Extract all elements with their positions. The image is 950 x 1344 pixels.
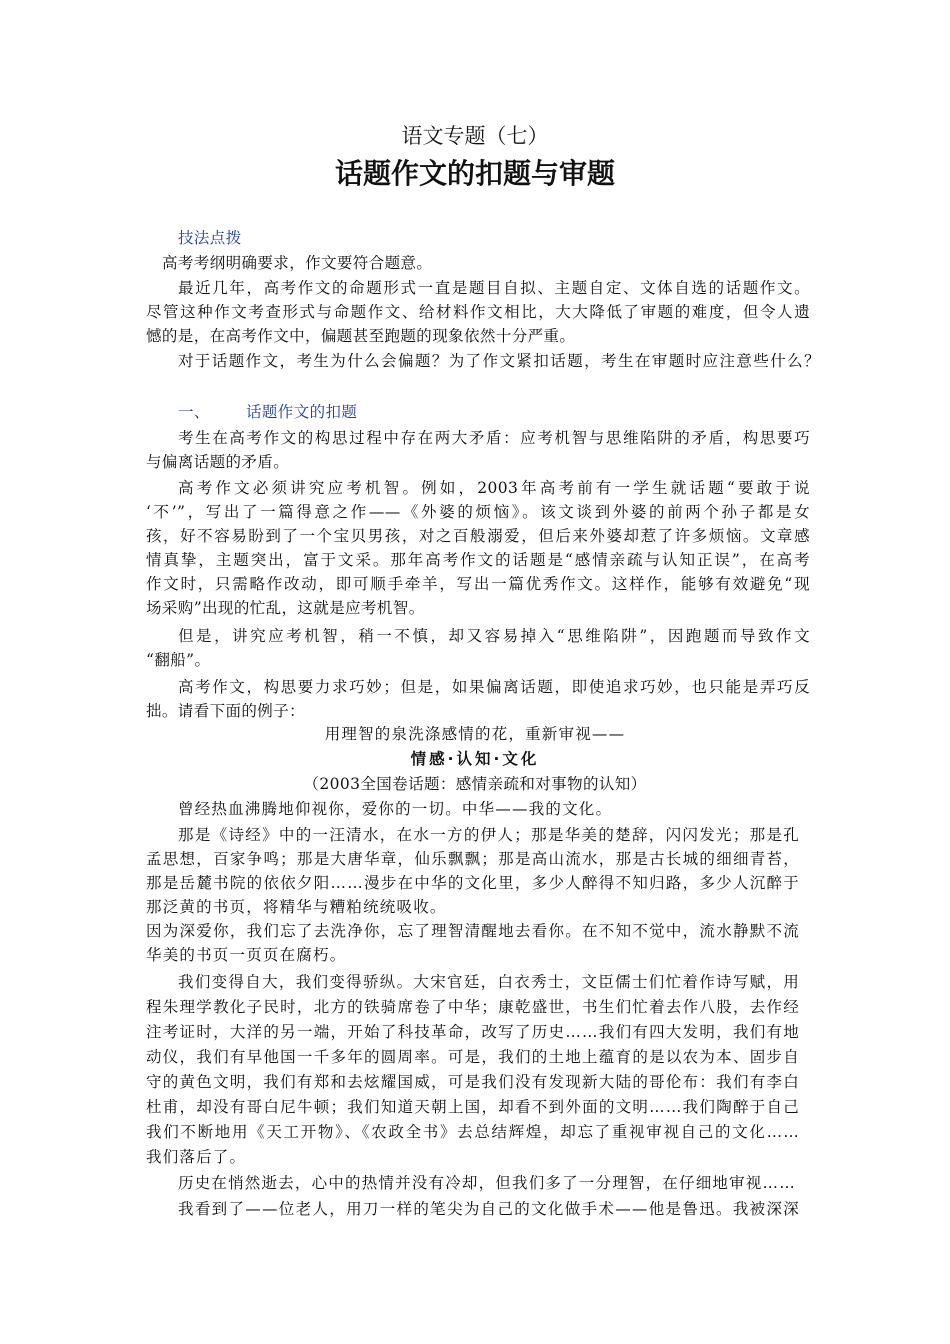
text-line: 注考证时，大洋的另一端，开始了科技革命，改写了历史……我们有四大发明，我们有地: [146, 1023, 800, 1041]
text-line: 历史在悄然逝去，心中的热情并没有冷却，但我们多了一分理智，在仔细地审视……: [178, 1174, 796, 1192]
essay-lead: 用理智的泉洗涤感情的花，重新审视——: [324, 725, 626, 743]
text-line: 那是岳麓书院的依依夕阳……漫步在中华的文化里，多少人醉得不知归路，多少人沉醉于: [146, 874, 800, 892]
text-line: 对于话题作文，考生为什么会偏题？为了作文紧扣话题，考生在审题时应注意些什么？: [178, 352, 820, 370]
text-line: 最近几年，高考作文的命题形式一直是题目自拟、主题自定、文体自选的话题作文。: [178, 279, 810, 297]
text-line: 因为深爱你，我们忘了去洗净你，忘了理智清醒地去看你。在不知不觉中，流水静默不流: [146, 922, 800, 940]
text-line: 曾经热血沸腾地仰视你，爱你的一切。中华——我的文化。: [178, 800, 613, 818]
text-line: 但是，讲究应考机智，稍一不慎，却又容易掉入“思维陷阱”，因跑题而导致作文: [178, 627, 810, 645]
text-line: 拙。请看下面的例子：: [146, 702, 306, 720]
text-line: 高考作文必须讲究应考机智。例如，2003年高考前有一学生就话题“要敢于说: [178, 479, 810, 497]
text-line: 动仪，我们有早他国一千多年的圆周率。可是，我们的土地上蕴育的是以农为本、固步自: [146, 1048, 800, 1066]
section-title: 话题作文的扣题: [246, 403, 358, 421]
document-title: 话题作文的扣题与审题: [334, 157, 615, 190]
section-number: 一、: [178, 403, 210, 421]
text-line: 守的黄色文明，我们有郑和去炫耀国威，可是我们没有发现新大陆的哥伦布：我们有李白: [146, 1073, 800, 1091]
text-line: 与偏离话题的矛盾。: [146, 453, 290, 471]
text-line: 杜甫，却没有哥白尼牛顿；我们知道天朝上国，却看不到外面的文明……我们陶醉于自己: [146, 1098, 800, 1116]
text-line: 高考作文，构思要力求巧妙；但是，如果偏离话题，即使追求巧妙，也只能是弄巧反: [178, 678, 810, 696]
text-line: “翻船”。: [146, 651, 211, 669]
text-line: 程朱理学教化子民时，北方的铁骑席卷了中华；康乾盛世，书生们忙着去作八股，去作经: [146, 998, 800, 1016]
text-line: 孩，好不容易盼到了一个宝贝男孩，对之百般溺爱，但后来外婆却惹了许多烦恼。文章感: [146, 527, 810, 545]
text-line: 孟思想，百家争鸣；那是大唐华章，仙乐飘飘；那是高山流水，那是古长城的细细青苔，: [146, 850, 800, 868]
text-line: 华美的书页一页页在腐朽。: [146, 946, 347, 964]
essay-source: （2003全国卷话题：感情亲疏和对事物的认知）: [303, 775, 647, 793]
text-line: 我们不断地用《天工开物》、《农政全书》去总结辉煌，却忘了重视审视自己的文化……: [146, 1123, 800, 1141]
document-subtitle: 语文专题（七）: [401, 124, 549, 148]
essay-title: 情感·认知·文化: [410, 750, 540, 768]
text-line: 场采购”出现的忙乱，这就是应考机智。: [146, 599, 425, 617]
text-line: 情真挚，主题突出，富于文采。那年高考作文的话题是“感情亲疏与认知正误”，在高考: [146, 551, 810, 569]
text-line: 考生在高考作文的构思过程中存在两大矛盾：应考机智与思维陷阱的矛盾，构思要巧: [178, 429, 810, 447]
text-line: 那泛黄的书页，将精华与糟粕统统吸收。: [146, 898, 447, 916]
text-line: 尽管这种作文考查形式与命题作文、给材料作文相比，大大降低了审题的难度，但令人遗: [146, 303, 810, 321]
text-line: 我们落后了。: [146, 1148, 247, 1166]
text-line: 那是《诗经》中的一汪清水，在水一方的伊人；那是华美的楚辞，闪闪发光；那是孔: [178, 826, 800, 844]
text-line: 我们变得自大，我们变得骄纵。大宋官廷，白衣秀士，文臣儒士们忙着作诗写赋，用: [178, 973, 800, 991]
text-line: 作文时，只需略作改动，即可顺手牵羊，写出一篇优秀作文。这样作，能够有效避免“现: [146, 575, 810, 593]
text-line: ‘不’”，写出了一篇得意之作——《外婆的烦恼》。该文谈到外婆的前两个孙子都是女: [146, 503, 810, 521]
text-line: 我看到了——位老人，用刀一样的笔尖为自己的文化做手术——他是鲁迅。我被深深: [178, 1200, 800, 1218]
text-line: 憾的是，在高考作文中，偏题甚至跑题的现象依然十分严重。: [146, 327, 576, 345]
tips-heading: 技法点拨: [178, 229, 242, 247]
tips-intro: 高考考纲明确要求，作文要符合题意。: [162, 254, 433, 272]
